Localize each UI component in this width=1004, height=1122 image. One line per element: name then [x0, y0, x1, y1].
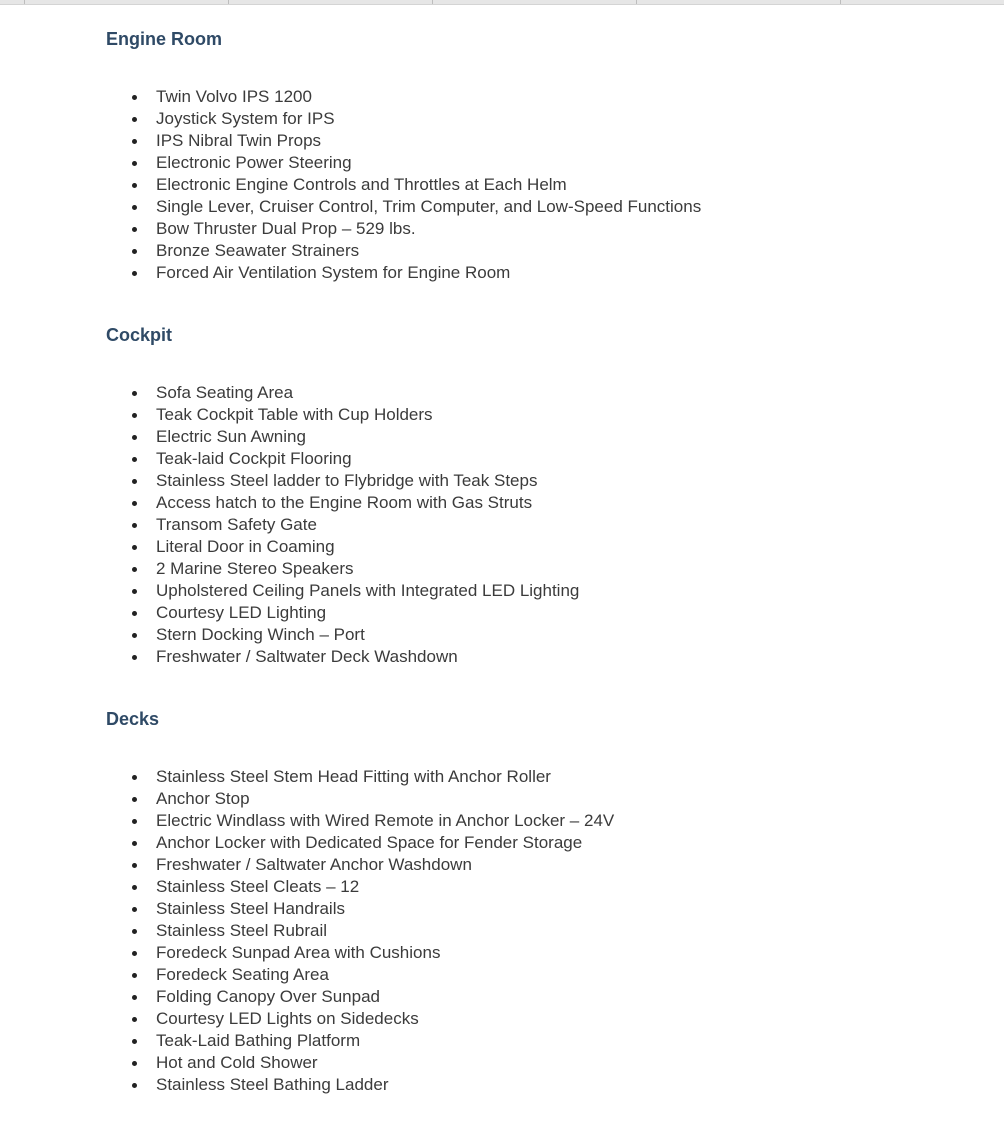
list-item: Literal Door in Coaming [156, 536, 986, 558]
list-item: Courtesy LED Lights on Sidedecks [156, 1008, 986, 1030]
list-item: Electric Windlass with Wired Remote in Anchor Locker – 24V [156, 810, 986, 832]
list-item: Electronic Power Steering [156, 152, 986, 174]
list-item: Joystick System for IPS [156, 108, 986, 130]
list-item: Stainless Steel ladder to Flybridge with Teak Steps [156, 470, 986, 492]
list-item: Stainless Steel Stem Head Fitting with Anchor Roller [156, 766, 986, 788]
list-item: Sofa Seating Area [156, 382, 986, 404]
tab-divider [840, 0, 841, 4]
section-engine-room [106, 26, 986, 284]
tab-divider [24, 0, 25, 4]
tab-divider [432, 0, 433, 4]
top-tab-strip [0, 0, 1004, 5]
list-item: Anchor Stop [156, 788, 986, 810]
list-item: Bronze Seawater Strainers [156, 240, 986, 262]
list-item: Courtesy LED Lighting [156, 602, 986, 624]
list-item: Stainless Steel Handrails [156, 898, 986, 920]
tab-divider [636, 0, 637, 4]
list-item: Electric Sun Awning [156, 426, 986, 448]
list-item: Twin Volvo IPS 1200 [156, 86, 986, 108]
list-item: Teak Cockpit Table with Cup Holders [156, 404, 986, 426]
list-item: Teak-Laid Bathing Platform [156, 1030, 986, 1052]
list-item: Transom Safety Gate [156, 514, 986, 536]
list-item: Stainless Steel Rubrail [156, 920, 986, 942]
section-heading: Decks [106, 709, 160, 729]
list-item: Upholstered Ceiling Panels with Integrated LED Lighting [156, 580, 986, 602]
spec-list [106, 766, 986, 1096]
section-decks [106, 706, 986, 1096]
list-item: 2 Marine Stereo Speakers [156, 558, 986, 580]
spec-content [106, 26, 986, 1096]
list-item: Hot and Cold Shower [156, 1052, 986, 1074]
list-item: Folding Canopy Over Sunpad [156, 986, 986, 1008]
list-item: Foredeck Sunpad Area with Cushions [156, 942, 986, 964]
list-item: Bow Thruster Dual Prop – 529 lbs. [156, 218, 986, 240]
section-cockpit [106, 322, 986, 668]
section-heading: Engine Room [106, 29, 222, 49]
list-item: Electronic Engine Controls and Throttles at Each Helm [156, 174, 986, 196]
list-item: IPS Nibral Twin Props [156, 130, 986, 152]
spec-list [106, 382, 986, 668]
list-item: Anchor Locker with Dedicated Space for Fender Storage [156, 832, 986, 854]
section-heading: Cockpit [106, 325, 173, 345]
list-item: Stern Docking Winch – Port [156, 624, 986, 646]
tab-divider [228, 0, 229, 4]
list-item: Stainless Steel Cleats – 12 [156, 876, 986, 898]
list-item: Foredeck Seating Area [156, 964, 986, 986]
list-item: Teak-laid Cockpit Flooring [156, 448, 986, 470]
list-item: Single Lever, Cruiser Control, Trim Computer, and Low-Speed Functions [156, 196, 986, 218]
list-item: Freshwater / Saltwater Anchor Washdown [156, 854, 986, 876]
list-item: Stainless Steel Bathing Ladder [156, 1074, 986, 1096]
spec-list [106, 86, 986, 284]
list-item: Freshwater / Saltwater Deck Washdown [156, 646, 986, 668]
list-item: Access hatch to the Engine Room with Gas Struts [156, 492, 986, 514]
list-item: Forced Air Ventilation System for Engine Room [156, 262, 986, 284]
